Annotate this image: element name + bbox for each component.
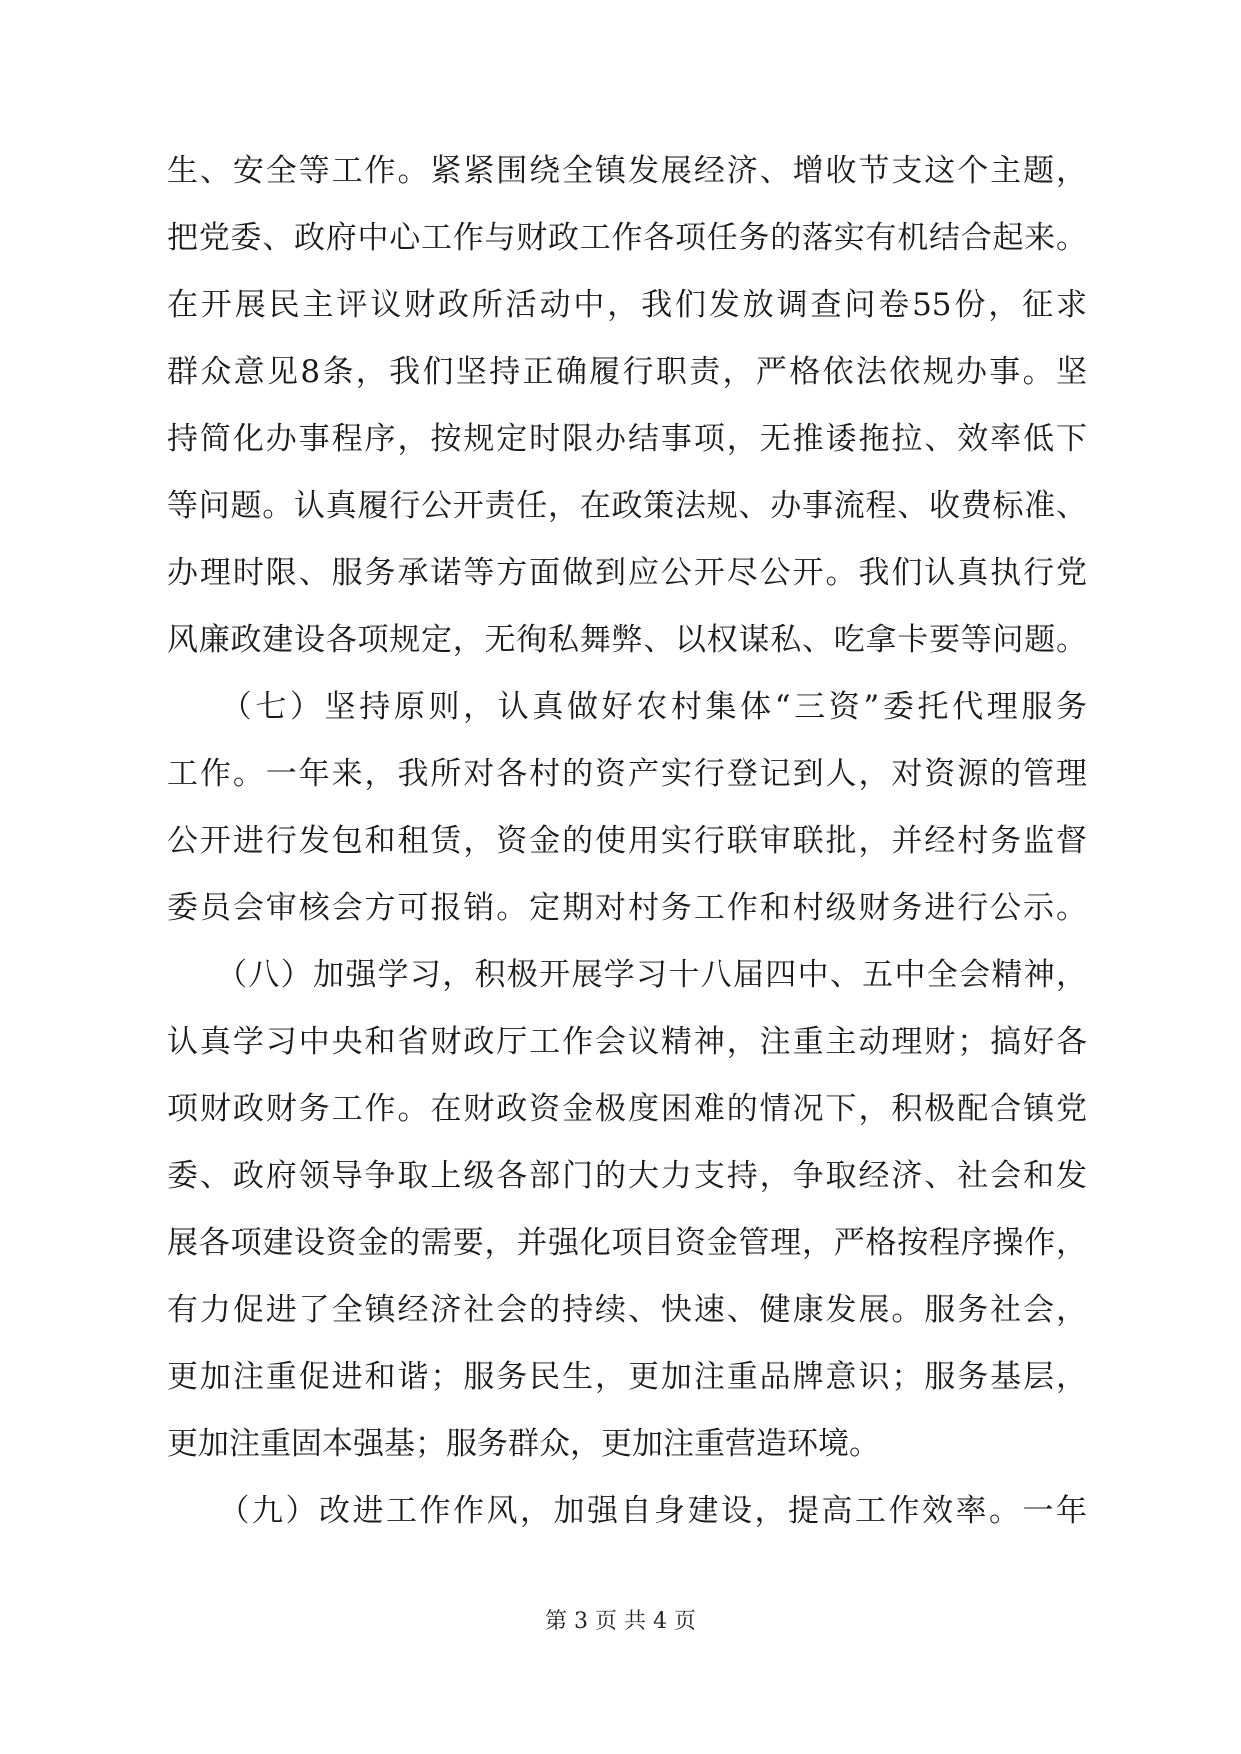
text-line: 委员会审核会方可报销。定期对村务工作和村级财务进行公示。: [167, 890, 1087, 926]
text-line: 风廉政建设各项规定，无徇私舞弊、以权谋私、吃拿卡要等问题。: [167, 622, 1087, 658]
text-line: 有力促进了全镇经济社会的持续、快速、健康发展。服务社会，: [167, 1292, 1087, 1328]
text-line: 更加注重固本强基；服务群众，更加注重营造环境。: [167, 1426, 880, 1462]
text-line: 把党委、政府中心工作与财政工作各项任务的落实有机结合起来。: [167, 220, 1087, 256]
text-line: （八）加强学习，积极开展学习十八届四中、五中全会精神，: [167, 957, 1087, 993]
text-line: （九）改进工作作风，加强自身建设，提高工作效率。一年: [167, 1493, 1087, 1529]
text-line: 在开展民主评议财政所活动中，我们发放调查问卷55份，征求: [167, 287, 1087, 323]
text-line: 生、安全等工作。紧紧围绕全镇发展经济、增收节支这个主题，: [167, 153, 1087, 189]
text-line: 更加注重促进和谐；服务民生，更加注重品牌意识；服务基层，: [167, 1359, 1087, 1395]
text-line: 等问题。认真履行公开责任，在政策法规、办事流程、收费标准、: [167, 488, 1087, 524]
text-line: 持简化办事程序，按规定时限办结事项，无推诿拖拉、效率低下: [167, 421, 1087, 457]
text-line: 公开进行发包和租赁，资金的使用实行联审联批，并经村务监督: [167, 823, 1087, 859]
text-line: 认真学习中央和省财政厅工作会议精神，注重主动理财；搞好各: [167, 1024, 1087, 1060]
text-line: 办理时限、服务承诺等方面做到应公开尽公开。我们认真执行党: [167, 555, 1087, 591]
text-line: 展各项建设资金的需要，并强化项目资金管理，严格按程序操作，: [167, 1225, 1087, 1261]
text-line: 委、政府领导争取上级各部门的大力支持，争取经济、社会和发: [167, 1158, 1087, 1194]
text-line: 项财政财务工作。在财政资金极度困难的情况下，积极配合镇党: [167, 1091, 1087, 1127]
text-line: 工作。一年来，我所对各村的资产实行登记到人，对资源的管理: [167, 756, 1087, 792]
text-line: （七）坚持原则，认真做好农村集体“三资”委托代理服务: [167, 689, 1087, 725]
text-line: 群众意见8条，我们坚持正确履行职责，严格依法依规办事。坚: [167, 354, 1087, 390]
page-footer: 第 3 页 共 4 页: [545, 1609, 696, 1634]
